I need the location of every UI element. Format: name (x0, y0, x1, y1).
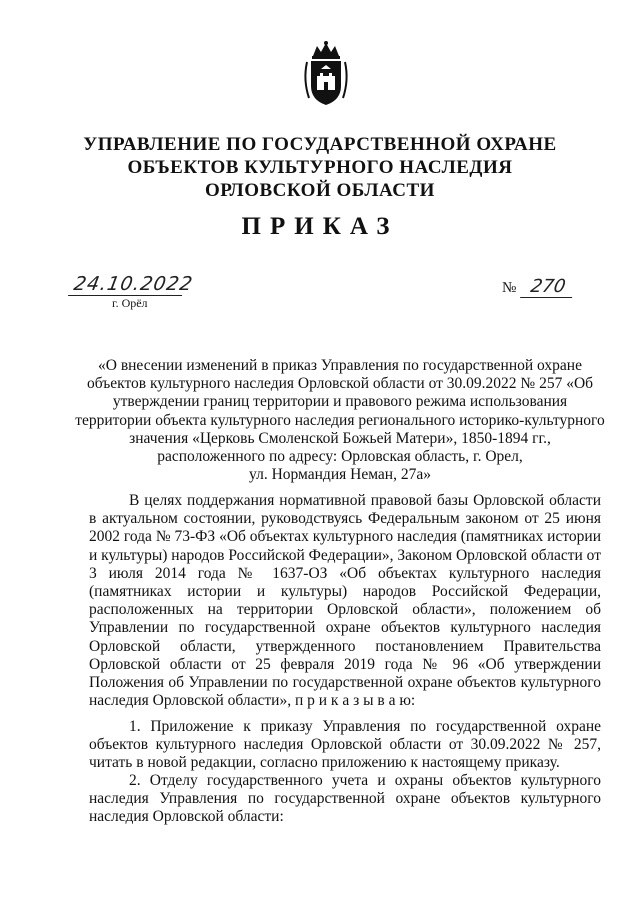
preamble-paragraph: В целях поддержания нормативной правовой базы Орловской области в актуальном состоянии, руководствуясь Федеральным законом от 25 июня 2002 года № 73-ФЗ «Об объектах культурного наследия (памятниках истории и культуры) народов Российской Федерации», Законом Орловской области от 3 июля 2014 года № 1637-ОЗ «Об объектах культурного наследия (памятниках истории и культуры) народов Российской Федерации, расположенных на территории Орловской области», положением об Управлении по государственной охране объектов культурного наследия Орловской области, утвержденного постановлением Правительства Орловской области от 25 февраля 2019 года № 96 «Об утверждении Положения об Управлении по государственной охране объектов культурного наследия Орловской области», п р и к а з ы в а ю: (89, 492, 601, 710)
order-subject (70, 357, 610, 484)
subject-line: «О внесении изменений в приказ Управления по государственной охране (98, 357, 582, 374)
organization-name (0, 133, 640, 202)
order-item-1: 1. Приложение к приказу Управления по государственной охране объектов культурного наследия Орловской области от 30.09.2022 № 257, читать в новой редакции, согласно приложению к настоящему приказу. (89, 718, 601, 772)
subject-line: объектов культурного наследия Орловской области от 30.09.2022 № 257 «Об (86, 375, 594, 393)
org-line-1: УПРАВЛЕНИЕ ПО ГОСУДАРСТВЕННОЙ ОХРАНЕ (83, 134, 557, 155)
order-item-2: 2. Отделу государственного учета и охраны объектов культурного наследия Управления по государственной охране объектов культурного наследия Орловской области: (89, 772, 601, 826)
subject-line: утверждении границ территории и правового режима использования (112, 393, 568, 411)
org-line-3: ОРЛОВСКОЙ ОБЛАСТИ (205, 180, 435, 201)
order-number-block (502, 276, 592, 298)
date-block (70, 273, 200, 311)
handwritten-date: 24.10.2022 (68, 273, 186, 296)
subject-line: значения «Церковь Смоленской Божьей Матери», 1850-1894 гг., (129, 429, 551, 447)
subject-line: территории объекта культурного наследия регионального историко-культурного (75, 411, 605, 429)
subject-line: ул. Нормандия Неман, 27а» (249, 466, 431, 484)
org-line-2: ОБЪЕКТОВ КУЛЬТУРНОГО НАСЛЕДИЯ (127, 157, 513, 178)
document-type-title: ПРИКАЗ (241, 213, 399, 240)
subject-line: расположенного по адресу: Орловская область, г. Орел, (157, 448, 523, 466)
handwritten-number: 270 (520, 276, 576, 298)
city-label: г. Орёл (112, 296, 148, 310)
coat-of-arms-icon (297, 40, 355, 108)
number-sign: № (502, 280, 517, 296)
